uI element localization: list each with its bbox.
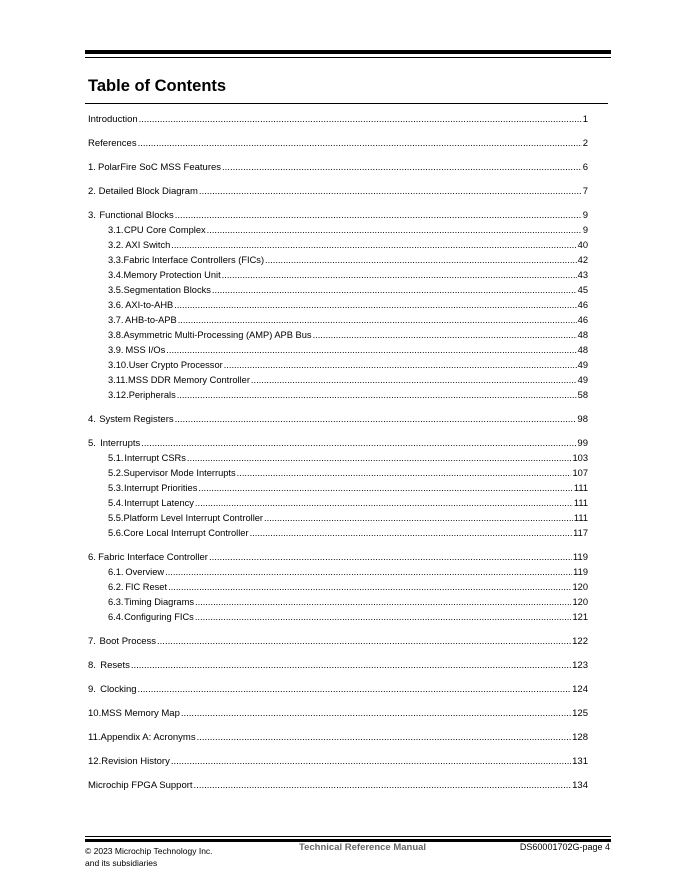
toc-entry-number: 4. — [88, 414, 96, 425]
toc-entry[interactable] — [88, 658, 588, 673]
toc-entry[interactable] — [88, 550, 588, 565]
toc-entry-label: System Registers — [99, 414, 174, 425]
toc-entry-label: Interrupts — [100, 438, 141, 449]
toc-entry-number: 6.4. — [108, 612, 124, 622]
toc-spacer — [88, 199, 588, 208]
toc-entry[interactable] — [88, 112, 588, 127]
toc-spacer — [88, 403, 588, 412]
toc-entry[interactable] — [88, 160, 588, 175]
toc-entry-number: 5. — [88, 438, 96, 449]
toc-dot-leader — [168, 580, 571, 595]
toc-entry-number: 5.2. — [108, 468, 124, 478]
toc-subentry[interactable] — [88, 466, 588, 481]
toc-entry-number: 2. — [88, 186, 96, 197]
toc-entry-number: 3.3. — [108, 255, 124, 265]
toc-entry-page: 131 — [572, 756, 588, 767]
toc-subentry[interactable] — [88, 313, 588, 328]
toc-dot-leader — [222, 160, 582, 175]
toc-spacer — [88, 649, 588, 658]
toc-entry-label: Interrupt CSRs — [124, 453, 186, 463]
toc-entry-page: 120 — [572, 582, 588, 592]
toc-dot-leader — [199, 184, 582, 199]
toc-entry-number: 7. — [88, 636, 96, 647]
toc-entry-page: 125 — [572, 708, 588, 719]
toc-entry-label: Asymmetric Multi-Processing (AMP) APB Bus — [123, 330, 312, 340]
toc-entry-label: Boot Process — [99, 636, 157, 647]
footer-copyright-line2: and its subsidiaries — [85, 858, 158, 868]
toc-entry-label: User Crypto Processor — [128, 360, 223, 370]
toc-subentry[interactable] — [88, 223, 588, 238]
toc-entry-page: 124 — [572, 684, 588, 695]
toc-dot-leader — [195, 610, 572, 625]
toc-entry-number: 6. — [88, 552, 96, 563]
toc-entry-label: AXI Switch — [125, 240, 171, 250]
toc-dot-leader — [174, 298, 576, 313]
toc-entry-label: MSS DDR Memory Controller — [128, 375, 250, 385]
header-rule-thin — [85, 57, 611, 58]
toc-entry-label: Revision History — [101, 756, 170, 767]
title-underline — [85, 103, 608, 104]
toc-spacer — [88, 541, 588, 550]
toc-entry-page: 2 — [582, 138, 588, 149]
toc-entry[interactable] — [88, 436, 588, 451]
footer-page-number: DS60001702G-page 4 — [519, 842, 610, 852]
toc-subentry[interactable] — [88, 343, 588, 358]
toc-entry-page: 7 — [582, 186, 588, 197]
toc-entry-page: 111 — [573, 498, 588, 508]
toc-subentry[interactable] — [88, 451, 588, 466]
toc-spacer — [88, 673, 588, 682]
toc-entry-page: 119 — [572, 552, 588, 563]
toc-entry-number: 5.5. — [108, 513, 124, 523]
toc-dot-leader — [194, 778, 572, 793]
toc-dot-leader — [212, 283, 577, 298]
toc-entry-number: 10. — [88, 708, 102, 719]
toc-spacer — [88, 427, 588, 436]
toc-dot-leader — [313, 328, 577, 343]
toc-dot-leader — [171, 754, 571, 769]
toc-entry-page: 48 — [577, 345, 588, 355]
toc-entry-label: Appendix A: Acronyms — [100, 732, 196, 743]
toc-entry-number: 3.6. — [108, 300, 124, 310]
footer-rule-thin — [85, 836, 611, 837]
toc-dot-leader — [207, 223, 582, 238]
toc-entry-label: Overview — [125, 567, 165, 577]
toc-entry-number: 3.10. — [108, 360, 129, 370]
toc-entry-page: 42 — [577, 255, 588, 265]
toc-spacer — [88, 721, 588, 730]
toc-entry-label: Clocking — [100, 684, 137, 695]
toc-entry[interactable] — [88, 208, 588, 223]
toc-entry-page: 98 — [577, 414, 588, 425]
toc-entry[interactable] — [88, 412, 588, 427]
toc-entry-number: 3.4. — [108, 270, 124, 280]
toc-entry-page: 6 — [582, 162, 588, 173]
toc-entry-number: 3.12. — [108, 390, 129, 400]
toc-entry[interactable] — [88, 682, 588, 697]
toc-entry-label: Configuring FICs — [124, 612, 194, 622]
toc-entry[interactable] — [88, 730, 588, 745]
toc-subentry[interactable] — [88, 298, 588, 313]
toc-dot-leader — [138, 682, 572, 697]
toc-dot-leader — [222, 268, 577, 283]
toc-subentry[interactable] — [88, 496, 588, 511]
toc-entry[interactable] — [88, 754, 588, 769]
toc-entry-page: 107 — [572, 468, 588, 478]
toc-entry-label: MSS Memory Map — [101, 708, 180, 719]
toc-dot-leader — [138, 136, 582, 151]
toc-entry-label: References — [88, 138, 137, 149]
toc-entry-number: 6.1. — [108, 567, 124, 577]
toc-dot-leader — [198, 481, 573, 496]
toc-dot-leader — [175, 208, 582, 223]
toc-dot-leader — [171, 238, 576, 253]
toc-spacer — [88, 769, 588, 778]
toc-entry-page: 1 — [582, 114, 588, 125]
toc-entry-label: FIC Reset — [125, 582, 168, 592]
toc-spacer — [88, 151, 588, 160]
toc-entry[interactable] — [88, 634, 588, 649]
toc-spacer — [88, 625, 588, 634]
toc-entry-number: 5.1. — [108, 453, 124, 463]
toc-entry[interactable] — [88, 136, 588, 151]
toc-dot-leader — [177, 388, 577, 403]
toc-entry[interactable] — [88, 778, 588, 793]
toc-entry-page: 111 — [573, 483, 588, 493]
toc-spacer — [88, 175, 588, 184]
toc-entry-label: Peripherals — [128, 390, 176, 400]
toc-subentry[interactable] — [88, 358, 588, 373]
toc-subentry[interactable] — [88, 610, 588, 625]
toc-entry-label: MSS I/Os — [125, 345, 166, 355]
toc-entry-label: Memory Protection Unit — [123, 270, 221, 280]
toc-entry-page: 48 — [577, 330, 588, 340]
toc-entry-label: Fabric Interface Controller — [98, 552, 208, 563]
header-rule-thick — [85, 50, 611, 54]
table-of-contents — [88, 112, 588, 793]
toc-entry-number: 1. — [88, 162, 96, 173]
toc-entry-page: 46 — [577, 300, 588, 310]
toc-dot-leader — [250, 526, 573, 541]
toc-spacer — [88, 697, 588, 706]
toc-dot-leader — [178, 313, 577, 328]
toc-entry-label: Supervisor Mode Interrupts — [123, 468, 236, 478]
toc-entry-number: 5.3. — [108, 483, 124, 493]
toc-dot-leader — [175, 412, 577, 427]
toc-dot-leader — [197, 730, 572, 745]
toc-subentry[interactable] — [88, 595, 588, 610]
toc-entry-page: 49 — [577, 360, 588, 370]
toc-dot-leader — [157, 634, 571, 649]
toc-entry[interactable] — [88, 184, 588, 199]
toc-subentry[interactable] — [88, 580, 588, 595]
toc-entry-page: 123 — [572, 660, 588, 671]
toc-entry-page: 120 — [572, 597, 588, 607]
toc-dot-leader — [265, 253, 577, 268]
toc-entry-label: Platform Level Interrupt Controller — [123, 513, 264, 523]
toc-dot-leader — [139, 112, 582, 127]
toc-subentry[interactable] — [88, 388, 588, 403]
toc-entry-page: 128 — [572, 732, 588, 743]
toc-spacer — [88, 745, 588, 754]
footer-doc-title: Technical Reference Manual — [299, 842, 427, 853]
toc-entry-number: 6.2. — [108, 582, 124, 592]
toc-entry-label: CPU Core Complex — [124, 225, 206, 235]
toc-entry-number: 3. — [88, 210, 96, 221]
toc-entry-label: Functional Blocks — [99, 210, 174, 221]
toc-entry-page: 9 — [582, 210, 588, 221]
toc-dot-leader — [224, 358, 577, 373]
toc-entry[interactable] — [88, 706, 588, 721]
toc-entry-page: 111 — [573, 513, 588, 523]
toc-entry-number: 8. — [88, 660, 96, 671]
page-title: Table of Contents — [88, 77, 227, 95]
toc-entry-number: 3.5. — [108, 285, 124, 295]
toc-entry-page: 49 — [577, 375, 588, 385]
toc-entry-label: Segmentation Blocks — [123, 285, 211, 295]
toc-subentry[interactable] — [88, 373, 588, 388]
toc-entry-page: 119 — [573, 567, 588, 577]
toc-entry-label: AXI-to-AHB — [125, 300, 174, 310]
toc-entry-number: 3.7. — [108, 315, 124, 325]
toc-dot-leader — [165, 565, 572, 580]
toc-entry-page: 99 — [577, 438, 588, 449]
toc-entry-number: 12. — [88, 756, 102, 767]
toc-dot-leader — [187, 451, 572, 466]
toc-entry-page: 43 — [577, 270, 588, 280]
toc-entry-page: 46 — [577, 315, 588, 325]
toc-subentry[interactable] — [88, 481, 588, 496]
toc-entry-label: Timing Diagrams — [124, 597, 194, 607]
toc-subentry[interactable] — [88, 238, 588, 253]
toc-entry-page: 9 — [582, 225, 588, 235]
toc-dot-leader — [209, 550, 572, 565]
toc-entry-label: Microchip FPGA Support — [88, 780, 193, 791]
toc-entry-label: Interrupt Priorities — [123, 483, 198, 493]
toc-subentry[interactable] — [88, 268, 588, 283]
toc-entry-number: 5.6. — [108, 528, 124, 538]
toc-entry-label: Interrupt Latency — [124, 498, 194, 508]
toc-entry-number: 3.9. — [108, 345, 124, 355]
toc-dot-leader — [166, 343, 576, 358]
toc-entry-number: 3.8. — [108, 330, 124, 340]
toc-entry-page: 103 — [572, 453, 588, 463]
toc-entry-page: 40 — [577, 240, 588, 250]
toc-entry-number: 3.1. — [108, 225, 124, 235]
toc-entry-page: 45 — [577, 285, 588, 295]
toc-subentry[interactable] — [88, 328, 588, 343]
toc-entry-page: 58 — [577, 390, 588, 400]
toc-entry-label: Fabric Interface Controllers (FICs) — [123, 255, 265, 265]
toc-dot-leader — [181, 706, 571, 721]
toc-entry-number: 6.3. — [108, 597, 124, 607]
toc-subentry[interactable] — [88, 283, 588, 298]
toc-spacer — [88, 127, 588, 136]
footer-copyright-line1: © 2023 Microchip Technology Inc. — [85, 846, 213, 856]
toc-entry-label: PolarFire SoC MSS Features — [98, 162, 222, 173]
toc-entry-page: 121 — [572, 612, 588, 622]
toc-subentry[interactable] — [88, 253, 588, 268]
toc-entry-number: 11. — [88, 732, 101, 743]
toc-dot-leader — [264, 511, 573, 526]
toc-entry-number: 5.4. — [108, 498, 124, 508]
toc-dot-leader — [237, 466, 572, 481]
toc-entry-label: Resets — [100, 660, 130, 671]
toc-subentry[interactable] — [88, 526, 588, 541]
toc-dot-leader — [141, 436, 576, 451]
toc-entry-number: 3.2. — [108, 240, 124, 250]
toc-entry-page: 122 — [572, 636, 588, 647]
toc-entry-label: AHB-to-APB — [125, 315, 177, 325]
toc-entry-label: Detailed Block Diagram — [98, 186, 198, 197]
toc-subentry[interactable] — [88, 511, 588, 526]
toc-entry-number: 3.11. — [108, 375, 128, 385]
toc-dot-leader — [131, 658, 571, 673]
toc-dot-leader — [251, 373, 577, 388]
toc-entry-label: Introduction — [88, 114, 138, 125]
toc-dot-leader — [195, 595, 571, 610]
toc-dot-leader — [195, 496, 573, 511]
toc-subentry[interactable] — [88, 565, 588, 580]
toc-entry-label: Core Local Interrupt Controller — [123, 528, 249, 538]
footer-copyright — [85, 845, 213, 869]
toc-entry-page: 117 — [573, 528, 588, 538]
toc-entry-number: 9. — [88, 684, 96, 695]
toc-entry-page: 134 — [572, 780, 588, 791]
